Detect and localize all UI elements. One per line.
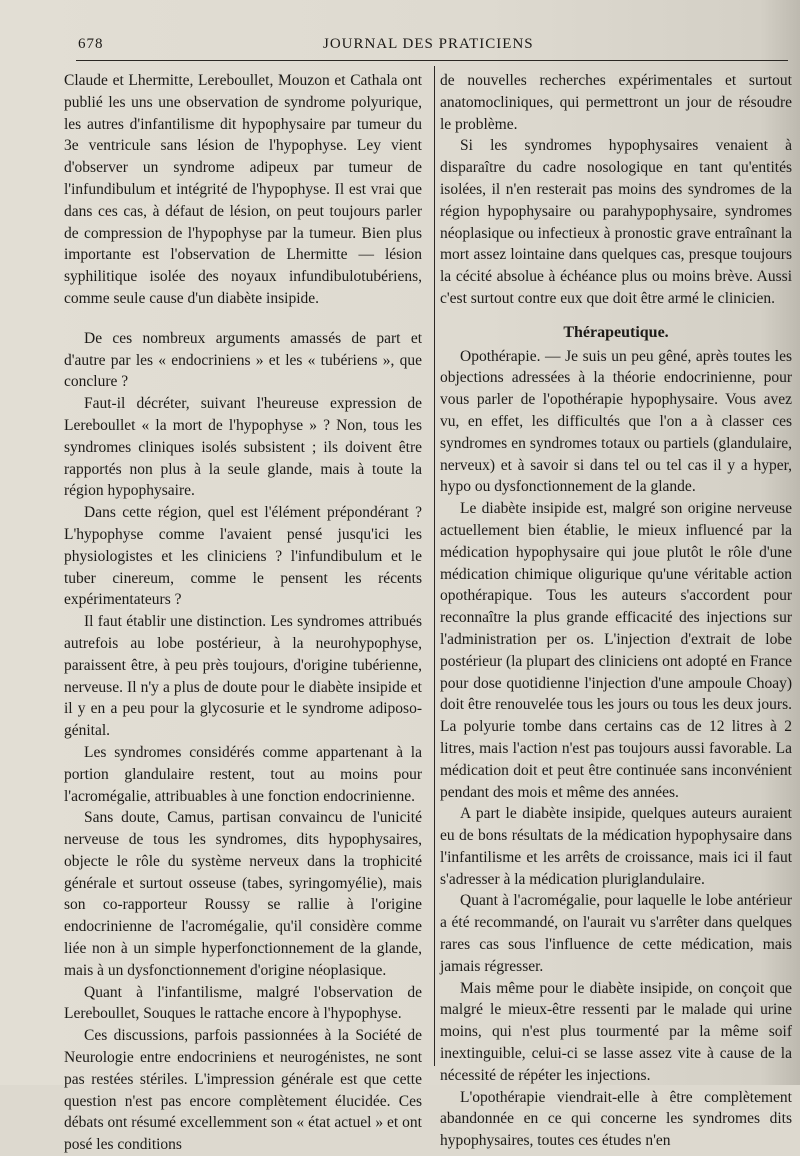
running-title: JOURNAL DES PRATICIENS bbox=[323, 36, 534, 52]
paragraph: Mais même pour le diabète insipide, on conçoit que malgré le mieux-être ressenti par le malade qui urine moins, qui n'est plus tourmenté par la même soif inextinguible, celui-ci se lasse assez vite à cause de la nécessité de répéter les injections. bbox=[440, 979, 792, 1084]
paragraph: Si les syndromes hypophysaires venaient à disparaître du cadre nosologique en tant qu'entités isolées, il n'en resterait pas moins des syndromes de la région hypophysaire ou parahypophysaire, syndromes néoplasique ou infectieux à pronostic grave entraînant la mort assez lointaine dans quelques cas, presque toujours la cécité absolue à échéance plus ou moins brève. Aussi c'est surtout contre eux que doit être armé le clinicien. bbox=[440, 137, 792, 307]
paragraph: Claude et Lhermitte, Lereboullet, Mouzon et Cathala ont publié les uns une observation de syndrome polyurique, les autres d'infantilisme dit hypophysaire par tumeur du 3e ventricule sans lésion de l'hypophyse. Ley vient d'observer un syndrome adipeux par tumeur de l'infundibulum et intégrité de l'hypophyse. Il est vrai que dans ces cas, à défaut de lésion, on peut toujours parler de compression de l'hypophyse par la tumeur. Bien plus importante est l'observation de Lhermitte — lésion syphilitique isolée des noyaux infundibulotubériens, comme seule cause d'un diabète insipide. bbox=[64, 72, 422, 307]
section-heading: Thérapeutique. bbox=[563, 323, 669, 341]
right-column bbox=[440, 70, 792, 1150]
paragraph: Faut-il décréter, suivant l'heureuse expression de Lereboullet « la mort de l'hypophyse » ? Non, tous les syndromes cliniques isolés subsistent ; ils doivent être rapportés non plus à la seule glande, mais à toute la région hypophysaire. bbox=[64, 395, 422, 500]
paragraph: Il faut établir une distinction. Les syndromes attribués autrefois au lobe postérieur, à la neurohypophyse, paraissent être, à peu près toujours, d'origine tubérienne, nerveuse. Il n'y a plus de doute pour le diabète insipide et il y en a peu pour la glycosurie et le syndrome adiposo-génital. bbox=[64, 613, 422, 740]
paragraph: De ces nombreux arguments amassés de part et d'autre par les « endocriniens » et les « tubériens », que conclure ? bbox=[64, 329, 422, 391]
column-divider bbox=[434, 66, 435, 1066]
page-number: 678 bbox=[78, 36, 104, 52]
paragraph: de nouvelles recherches expérimentales et surtout anatomocliniques, qui permettront un jour de résoudre le problème. bbox=[440, 72, 792, 133]
paragraph: Quant à l'acromégalie, pour laquelle le lobe antérieur a été recommandé, on l'aurait vu s'arrêter dans quelques rares cas sous l'influence de cette médication, mais jamais régresser. bbox=[440, 892, 792, 975]
left-column bbox=[64, 70, 422, 1154]
paragraph: Quant à l'infantilisme, malgré l'observation de Lereboullet, Souques le rattache encore à l'hypophyse. bbox=[64, 983, 422, 1023]
paragraph: L'opothérapie viendrait-elle à être complètement abandonnée en ce qui concerne les syndromes dits hypophysaires, toutes ces études n'en bbox=[440, 1088, 792, 1150]
paragraph: Le diabète insipide est, malgré son origine nerveuse actuellement bien établie, le mieux influencé par la médication hypophysaire qui joue plutôt le rôle d'une médication chimique oligurique qu'une véritable action opothérapique. Tous les auteurs s'accordent pour reconnaître la plus grande efficacité des injections sur l'administration per os. L'injection d'extrait de lobe postérieur (la plupart des cliniciens ont adopté en France pour dose quotidienne l'injection d'une ampoule Choay) doit être renouvelée tous les jours ou tous les deux jours. La polyurie tombe dans certains cas de 12 litres à 2 litres, mais l'action n'est pas toujours aussi favorable. La médication doit et peut être continuée sans inconvénient pendant des mois et même des années. bbox=[440, 500, 792, 801]
page-header bbox=[70, 36, 790, 60]
paragraph: A part le diabète insipide, quelques auteurs auraient eu de bons résultats de la médication hypophysaire dans l'infantilisme et les arrêts de croissance, mais ici il faut s'adresser à la médication pluriglandulaire. bbox=[440, 805, 792, 888]
paragraph: Opothérapie. — Je suis un peu gêné, après toutes les objections adressées à la théorie endocrinienne, pour vous parler de l'opothérapie hypophysaire. Vous avez vu, en effet, les difficultés que l'on a à classer ces syndromes en syndromes totaux ou partiels (glandulaire, nerveux) et à savoir si dans tel ou tel cas il y a hyper, hypo ou dysfonctionnement de la glande. bbox=[440, 347, 792, 496]
paragraph: Dans cette région, quel est l'élément prépondérant ? L'hypophyse comme l'avaient pensé jusqu'ici les physiologistes et les cliniciens ? l'infundibulum et le tuber cinereum, comme le pensent les récents expérimentateurs ? bbox=[64, 504, 422, 609]
paragraph: Ces discussions, parfois passionnées à la Société de Neurologie entre endocriniens et neurogénistes, ne sont pas restées stériles. L'impression générale est que cette question n'est pas encore complètement élucidée. Ces débats ont résumé excellemment son « état actuel » et ont posé les conditions bbox=[64, 1027, 422, 1154]
header-rule bbox=[76, 60, 788, 61]
paragraph: Sans doute, Camus, partisan convaincu de l'unicité nerveuse de tous les syndromes, dits hypophysaires, objecte le rôle du système nerveux dans la trophicité générale et surtout osseuse (tabes, syringomyélie), mais son co-rapporteur Roussy se rallie à l'origine endocrinienne de l'acromégalie, qu'il considère comme liée non à un simple hyperfonctionnement de la glande, mais à un dysfonctionnement d'origine néoplasique. bbox=[64, 809, 422, 979]
paragraph: Les syndromes considérés comme appartenant à la portion glandulaire restent, tout au moins pour l'acromégalie, attribuables à une fonction endocrinienne. bbox=[64, 743, 422, 805]
